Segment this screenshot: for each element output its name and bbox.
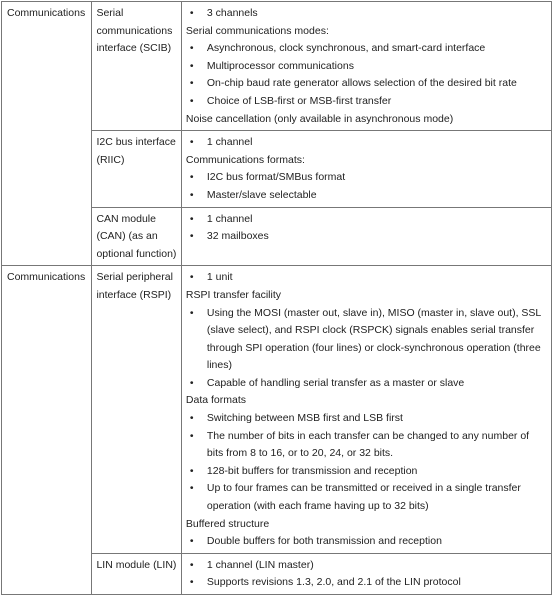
bullet-item: • 1 unit [186,269,547,287]
feature-cell [181,266,551,554]
bullet-item: • The number of bits in each transfer can be changed to any number of bits from 8 to 16, or to 20, 24, or 32 bits. [186,428,547,463]
bullet-item: • I2C bus format/SMBus format [186,169,547,187]
bullet-item: • Capable of handling serial transfer as a master or slave [186,375,547,393]
bullet-item: • 32 mailboxes [186,228,547,246]
feature-cell [181,131,551,207]
feature-cell [181,207,551,266]
bullet-item: • Asynchronous, clock synchronous, and smart-card interface [186,40,547,58]
bullet-item: • Supports revisions 1.3, 2.0, and 2.1 of the LIN protocol [186,574,547,592]
bullet-item: • Up to four frames can be transmitted or received in a single transfer operation (with each frame having up to 32 bits) [186,480,547,515]
feature-cell [181,553,551,594]
bullet-item: • 128-bit buffers for transmission and reception [186,463,547,481]
bullet-item: • 1 channel (LIN master) [186,557,547,575]
bullet-item: • On-chip baud rate generator allows selection of the desired bit rate [186,75,547,93]
feature-list [186,269,547,551]
bullet-item: • Choice of LSB-first or MSB-first transfer [186,93,547,111]
module-name-cell: Serial communications interface (SCIB) [92,2,181,131]
bullet-item: • Switching between MSB first and LSB first [186,410,547,428]
table-row [2,2,552,131]
feature-list [186,134,547,204]
table-row [2,266,552,554]
feature-list [186,557,547,592]
feature-list [186,211,547,246]
module-name-cell: I2C bus interface (RIIC) [92,131,181,207]
bullet-item: • Multiprocessor communications [186,58,547,76]
bullet-item: • 1 channel [186,134,547,152]
feature-cell [181,2,551,131]
section-heading: Data formats [185,394,246,407]
module-name-cell: LIN module (LIN) [92,553,181,594]
section-heading: Noise cancellation (only available in asynchronous mode) [185,112,454,125]
section-heading: Buffered structure [185,517,270,530]
bullet-item: • Using the MOSI (master out, slave in), MISO (master in, slave out), SSL (slave select), and RSPI clock (RSPCK) signals enables serial transfer through SPI operation (four lines) or clock-synchronous operation (three lines) [186,305,547,375]
module-name-cell: Serial peripheral interface (RSPI) [92,266,181,554]
bullet-item: • 1 channel [186,211,547,229]
category-cell: Communications [2,266,92,595]
section-heading: Serial communications modes: [185,24,329,37]
section-heading: Communications formats: [185,153,305,166]
section-heading: RSPI transfer facility [185,288,282,301]
feature-list [186,5,547,128]
bullet-item: • 3 channels [186,5,547,23]
category-cell: Communications [2,2,92,266]
spec-table [1,1,552,595]
spec-table-body [2,2,552,595]
bullet-item: • Master/slave selectable [186,187,547,205]
bullet-item: • Double buffers for both transmission and reception [186,533,547,551]
module-name-cell: CAN module (CAN) (as an optional function) [92,207,181,266]
